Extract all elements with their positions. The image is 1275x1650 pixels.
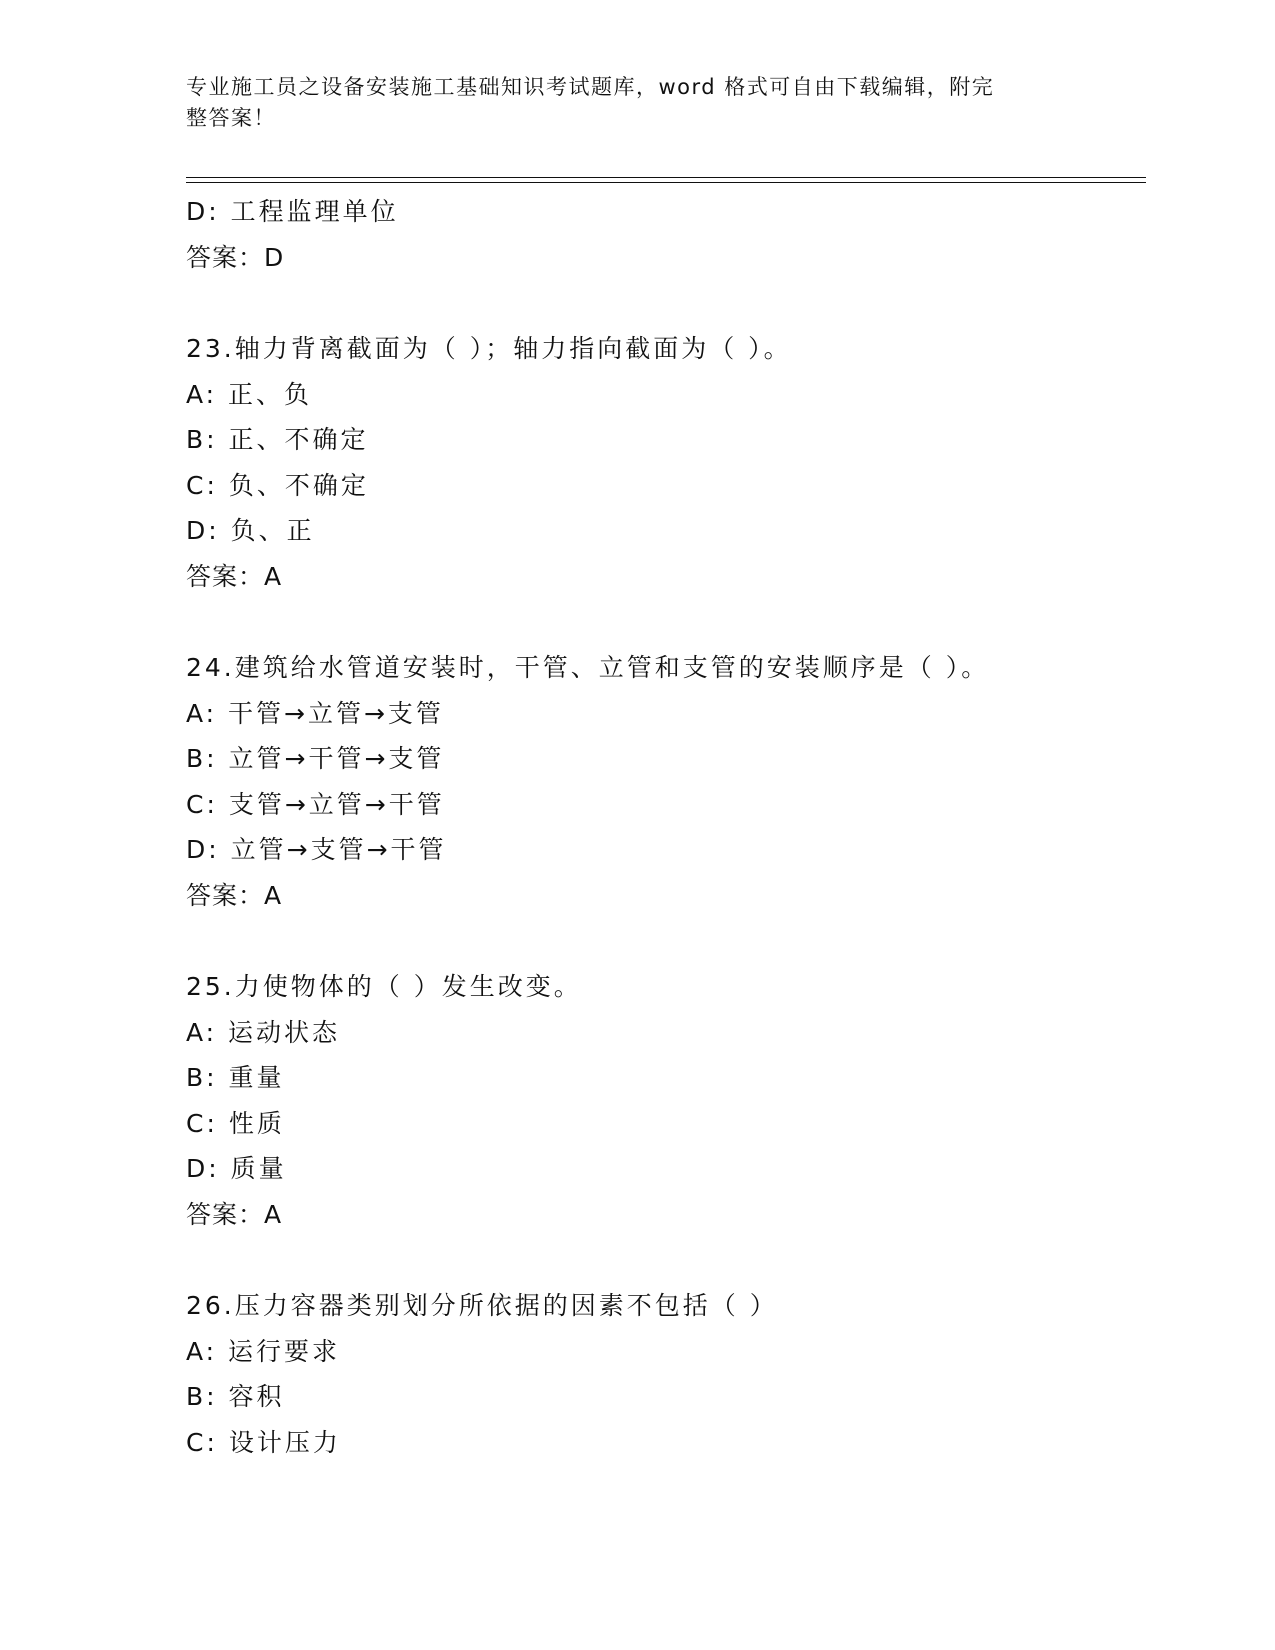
- question-25: [186, 964, 1146, 1237]
- question-26: [186, 1283, 1146, 1465]
- option-d: D: 工程监理单位: [186, 197, 399, 226]
- spacer: [186, 599, 1146, 645]
- spacer: [186, 918, 1146, 964]
- option-c: C: 支管→立管→干管: [186, 789, 445, 819]
- option-c: C: 性质: [186, 1108, 285, 1138]
- option-d: D: 立管→支管→干管: [186, 835, 447, 864]
- answer-line: 答案：A: [186, 561, 283, 591]
- answer-line: 答案：A: [186, 880, 283, 910]
- question-23: [186, 326, 1146, 599]
- question-stem: 24.建筑给水管道安装时，干管、立管和支管的安装顺序是（ ）。: [186, 653, 990, 682]
- answer-line: 答案：A: [186, 1199, 283, 1229]
- document-header: [186, 72, 1066, 134]
- header-title-line1: 专业施工员之设备安装施工基础知识考试题库，word 格式可自由下载编辑，附完: [186, 75, 995, 99]
- option-b: B: 重量: [186, 1063, 285, 1092]
- option-b: B: 立管→干管→支管: [186, 744, 445, 773]
- spacer: [186, 280, 1146, 326]
- option-b: B: 容积: [186, 1382, 285, 1411]
- option-a: A: 干管→立管→支管: [186, 698, 444, 728]
- option-a: A: 运动状态: [186, 1017, 341, 1047]
- question-24: [186, 645, 1146, 918]
- question-stem: 23.轴力背离截面为（ ）；轴力指向截面为（ ）。: [186, 334, 792, 363]
- option-a: A: 运行要求: [186, 1336, 341, 1366]
- option-b: B: 正、不确定: [186, 425, 369, 454]
- header-title-line2: 整答案！: [186, 106, 276, 130]
- option-d: D: 负、正: [186, 516, 315, 545]
- question-stem: 25.力使物体的（ ）发生改变。: [186, 972, 582, 1001]
- option-c: C: 负、不确定: [186, 470, 369, 500]
- header-divider-top: [186, 177, 1146, 178]
- document-body: [186, 189, 1146, 1465]
- option-c: C: 设计压力: [186, 1427, 341, 1457]
- question-stem: 26.压力容器类别划分所依据的因素不包括（ ）: [186, 1291, 778, 1320]
- option-a: A: 正、负: [186, 379, 313, 409]
- header-divider-bottom: [186, 182, 1146, 183]
- option-d: D: 质量: [186, 1154, 287, 1183]
- spacer: [186, 1237, 1146, 1283]
- answer-line: 答案：D: [186, 242, 285, 272]
